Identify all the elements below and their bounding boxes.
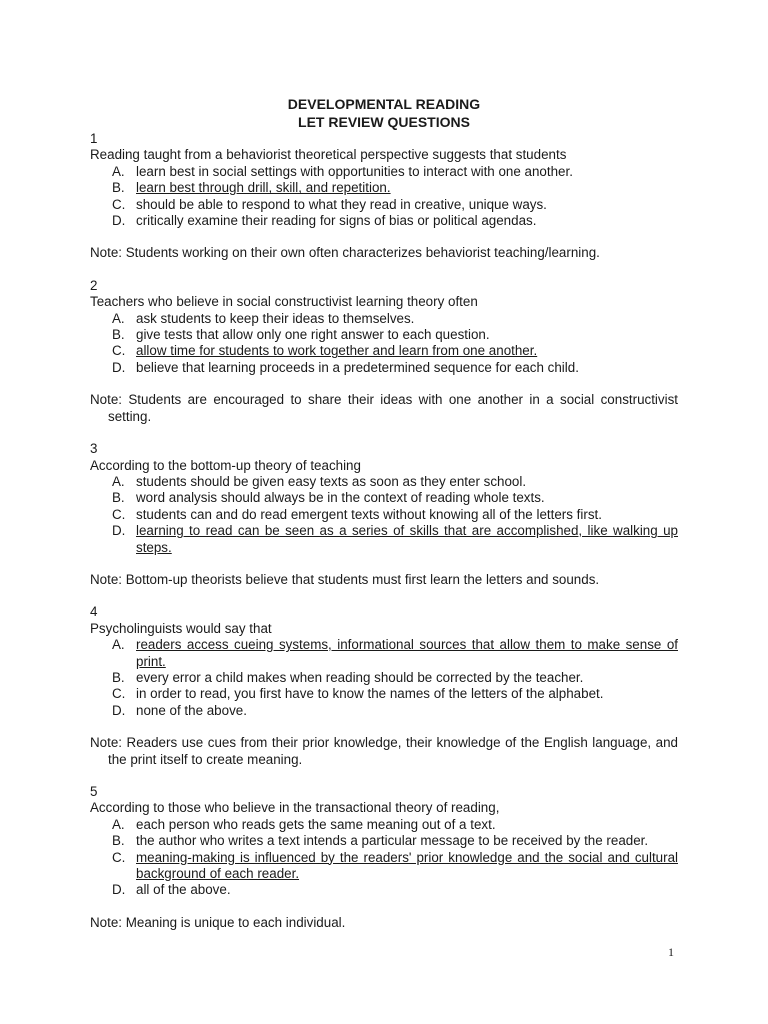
question-stem: According to the bottom-up theory of teaching <box>90 457 361 473</box>
document-title-line-1: DEVELOPMENTAL READING <box>287 96 481 112</box>
option-b: B. the author who writes a text intends a particular message to be received by the reader. <box>112 833 649 849</box>
question-2 <box>90 278 678 425</box>
question-5 <box>90 784 678 931</box>
question-number: 4 <box>90 604 98 620</box>
question-3 <box>90 441 678 588</box>
option-d-correct: D. learning to read can be seen as a series of skills that are accomplished, like walking up steps. <box>112 523 678 555</box>
question-4 <box>90 604 678 768</box>
page-number: 1 <box>668 945 674 959</box>
question-stem: Reading taught from a behaviorist theoretical perspective suggests that students <box>90 147 567 163</box>
document-page <box>90 95 678 931</box>
question-note: Note: Readers use cues from their prior knowledge, their knowledge of the English language, and the print itself to create meaning. <box>90 735 678 767</box>
question-stem: According to those who believe in the transactional theory of reading, <box>90 800 500 816</box>
option-c: C. should be able to respond to what they read in creative, unique ways. <box>112 196 547 212</box>
option-a-correct: A. readers access cueing systems, informational sources that allow them to make sense of print. <box>112 637 678 669</box>
option-d: D. critically examine their reading for signs of bias or political agendas. <box>112 213 537 229</box>
option-b: B. give tests that allow only one right answer to each question. <box>112 327 490 343</box>
option-b: B. every error a child makes when reading should be corrected by the teacher. <box>112 669 584 685</box>
option-d: D. all of the above. <box>112 882 231 898</box>
question-1 <box>90 131 678 262</box>
option-a: A. each person who reads gets the same meaning out of a text. <box>112 816 496 832</box>
question-note: Note: Students working on their own often characterizes behaviorist teaching/learning. <box>90 245 600 261</box>
answer-options <box>90 474 678 556</box>
answer-options <box>90 311 678 377</box>
question-note: Note: Students are encouraged to share their ideas with one another in a social constructivist setting. <box>90 392 678 424</box>
document-title-line-2: LET REVIEW QUESTIONS <box>298 114 470 130</box>
question-note: Note: Bottom-up theorists believe that students must first learn the letters and sounds. <box>90 571 600 587</box>
answer-options <box>90 637 678 719</box>
question-number: 3 <box>90 441 98 457</box>
answer-options <box>90 164 678 230</box>
option-c: C. in order to read, you first have to know the names of the letters of the alphabet. <box>112 686 604 702</box>
option-c-correct: C. meaning-making is influenced by the readers' prior knowledge and the social and cultural background of each reader. <box>112 849 678 882</box>
option-b: B. word analysis should always be in the context of reading whole texts. <box>112 490 545 506</box>
option-a: A. students should be given easy texts as soon as they enter school. <box>112 473 527 489</box>
question-stem: Teachers who believe in social constructivist learning theory often <box>90 294 478 310</box>
option-c: C. students can and do read emergent texts without knowing all of the letters first. <box>112 506 602 522</box>
option-a: A. ask students to keep their ideas to themselves. <box>112 310 415 326</box>
question-note: Note: Meaning is unique to each individual. <box>90 914 346 930</box>
question-number: 1 <box>90 131 98 146</box>
question-number: 5 <box>90 784 98 799</box>
option-d: D. believe that learning proceeds in a predetermined sequence for each child. <box>112 359 579 375</box>
option-a: A. learn best in social settings with opportunities to interact with one another. <box>112 163 573 179</box>
option-b-correct: B. learn best through drill, skill, and repetition. <box>112 180 391 196</box>
answer-options <box>90 817 678 899</box>
question-number: 2 <box>90 277 98 293</box>
question-stem: Psycholinguists would say that <box>90 620 272 636</box>
option-c-correct: C. allow time for students to work together and learn from one another. <box>112 343 538 359</box>
option-d: D. none of the above. <box>112 702 247 718</box>
